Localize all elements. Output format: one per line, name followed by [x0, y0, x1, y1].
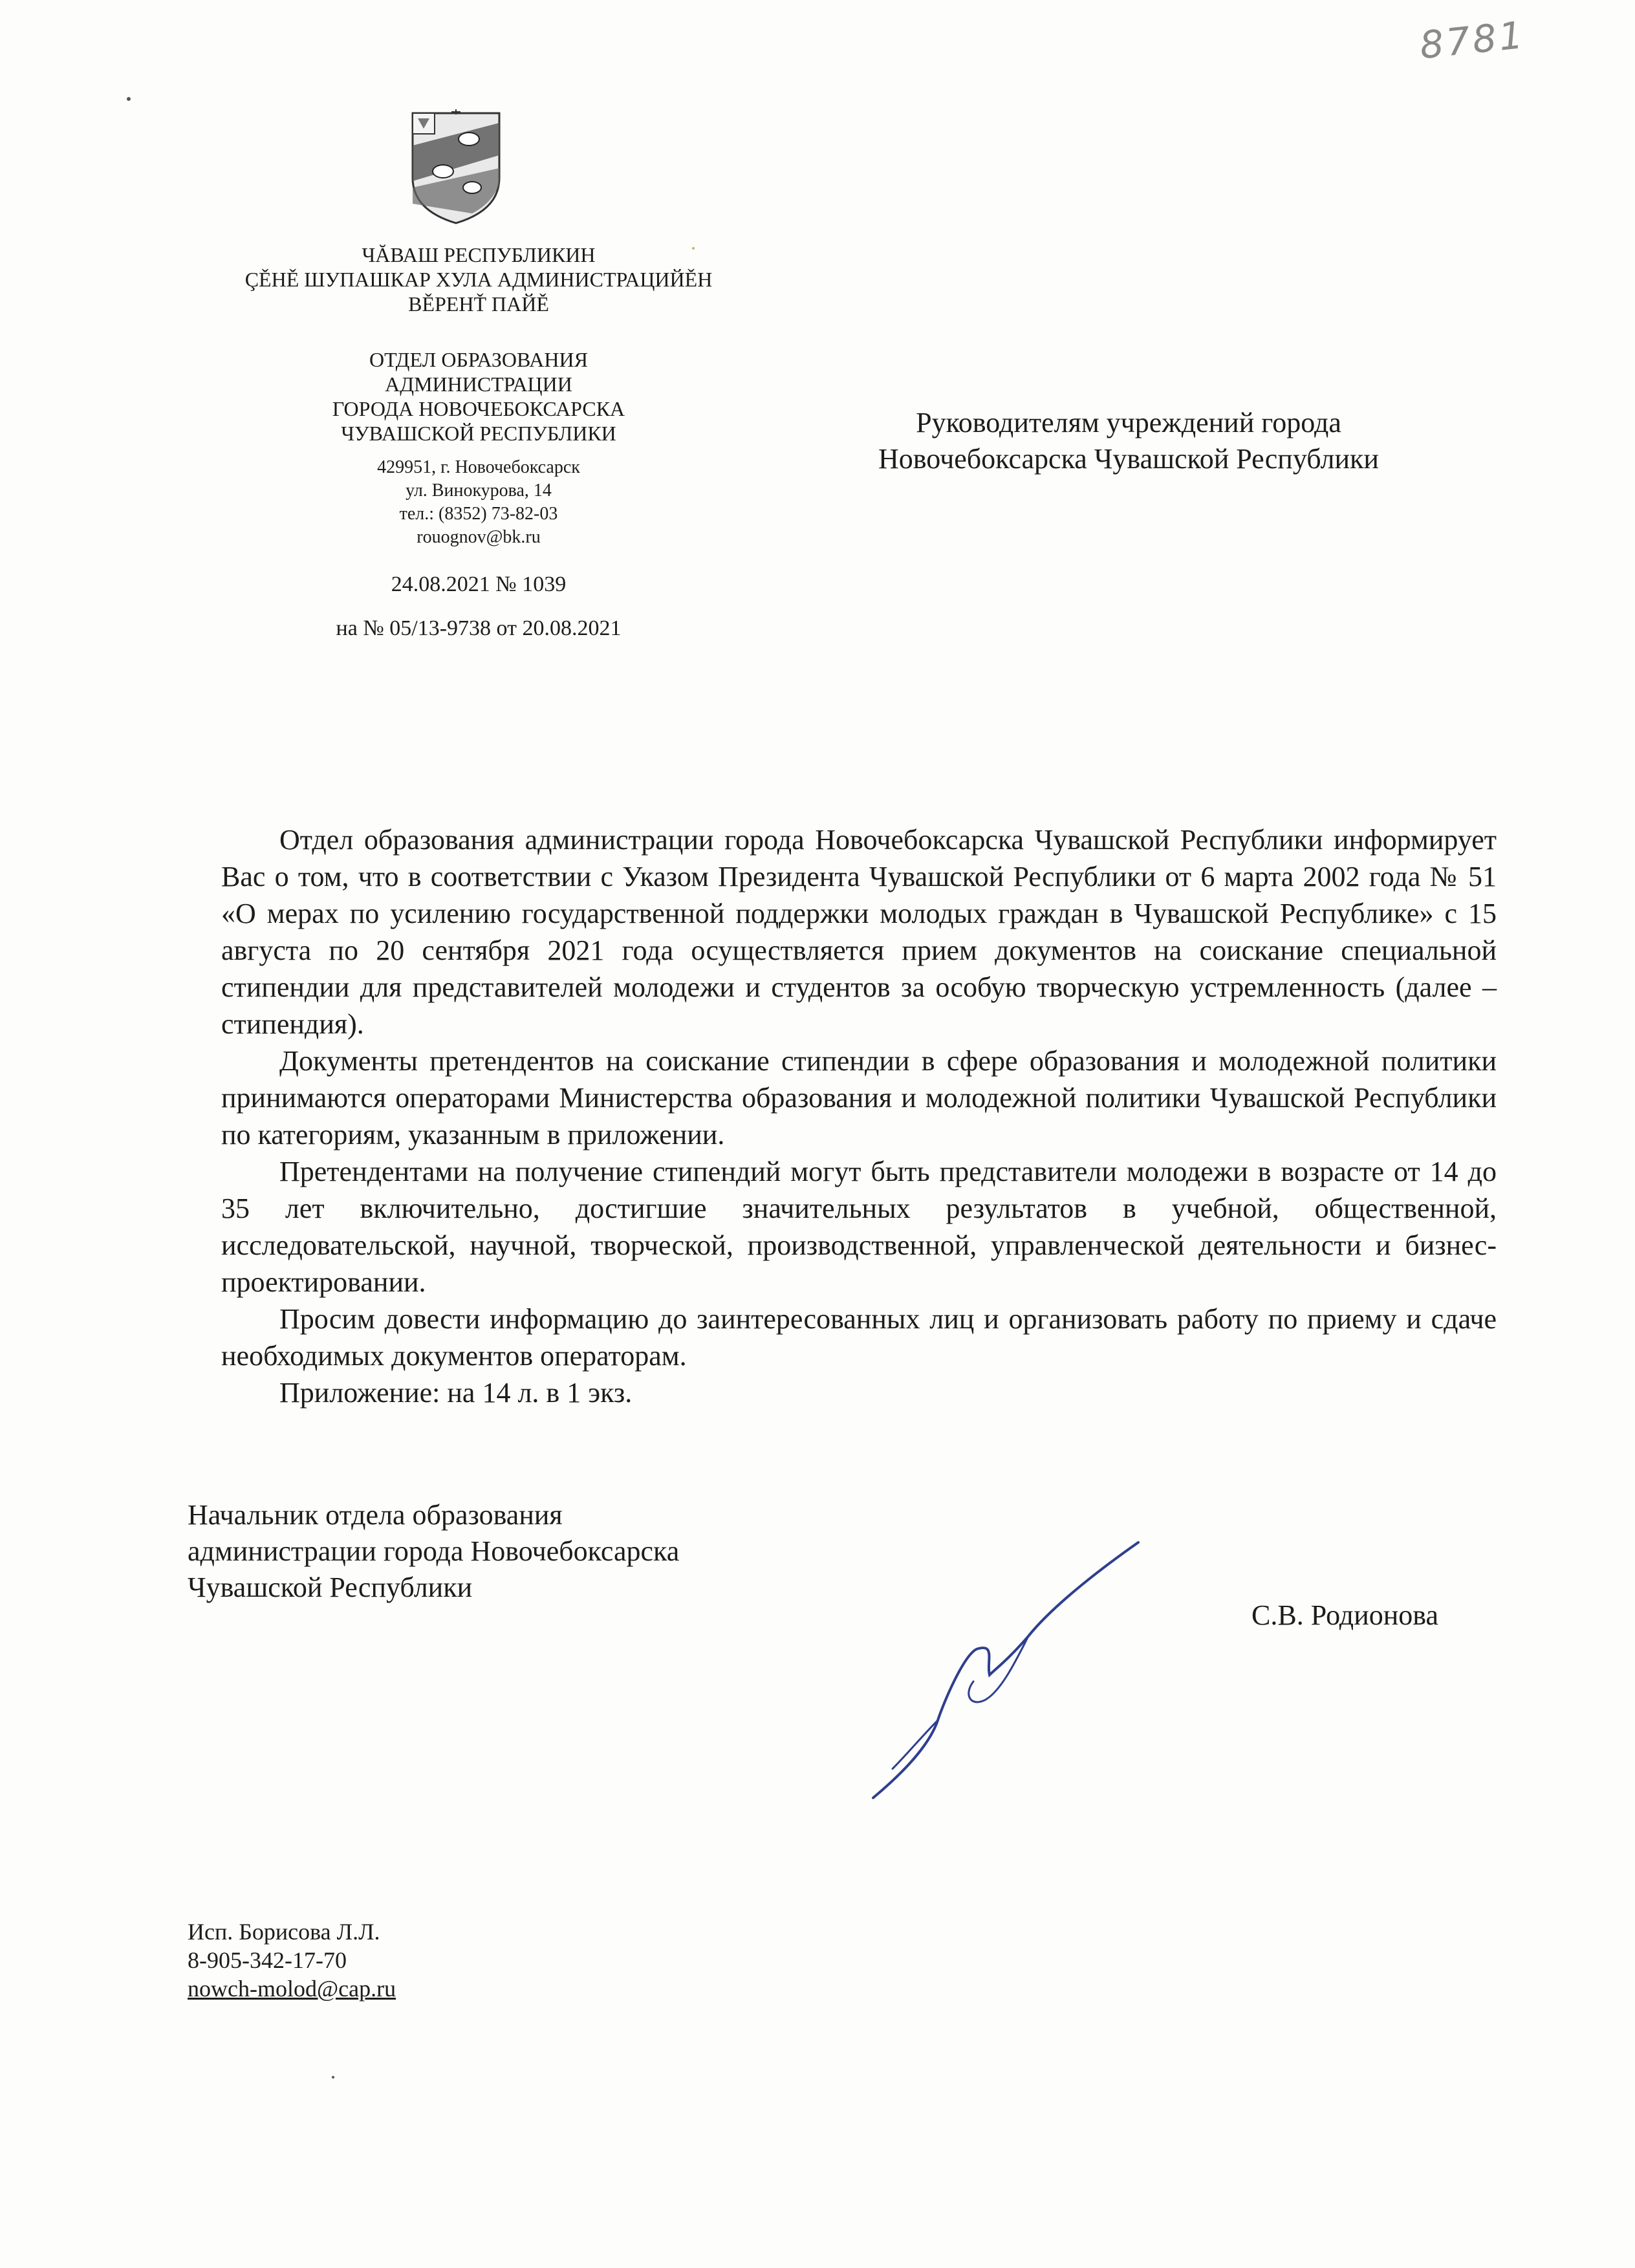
document-date-number: 24.08.2021 № 1039	[391, 572, 567, 596]
letterhead-russian-line: АДМИНИСТРАЦИИ	[385, 373, 572, 396]
letter-body	[221, 821, 1497, 1411]
letterhead-chuvash-line: ЧĂВАШ РЕСПУБЛИКИН	[362, 243, 596, 266]
letterhead-russian-line: ГОРОДА НОВОЧЕБОКСАРСКА	[332, 397, 625, 420]
executor-name: Исп. Борисова Л.Л.	[188, 1919, 380, 1945]
address-line: ул. Винокурова, 14	[406, 481, 552, 501]
coat-of-arms-emblem	[407, 107, 504, 226]
signatory-title	[188, 1497, 679, 1606]
attachment-note: Приложение: на 14 л. в 1 экз.	[279, 1377, 633, 1409]
signatory-title-line: Начальник отдела образования	[188, 1499, 563, 1531]
recipient-line: Новочебоксарска Чувашской Республики	[878, 443, 1379, 475]
signatory-name: С.В. Родионова	[1251, 1599, 1439, 1631]
signatory-title-line: Чувашской Республики	[188, 1571, 473, 1603]
letterhead-russian-line: ОТДЕЛ ОБРАЗОВАНИЯ	[369, 348, 588, 371]
handwritten-signature	[834, 1533, 1145, 1804]
executor-contact	[188, 1917, 396, 2003]
letterhead-russian-line: ЧУВАШСКОЙ РЕСПУБЛИКИ	[341, 422, 616, 445]
recipient-block	[815, 405, 1442, 477]
scan-speck	[127, 97, 131, 101]
body-paragraph: Претендентами на получение стипендий могут быть представители молодежи в возрасте от 14 до 35 лет включительно, достигшие значительных результатов в учебной, общественной, исследовательской, научной, творческой, производственной, управленческой деятельности и бизнес-проектировании.	[221, 1156, 1497, 1298]
signatory-title-line: администрации города Новочебоксарска	[188, 1535, 680, 1567]
body-paragraph: Просим довести информацию до заинтересованных лиц и организовать работу по приему и сдаче необходимых документов операторам.	[221, 1303, 1497, 1372]
executor-email-link[interactable]: nowch-molod@cap.ru	[188, 1976, 396, 2002]
letterhead	[220, 243, 737, 641]
handwritten-registration-number: 8781	[1417, 12, 1528, 68]
recipient-line: Руководителям учреждений города	[916, 407, 1341, 438]
phone-line: тел.: (8352) 73-82-03	[399, 504, 558, 524]
email-line: rouognov@bk.ru	[417, 527, 541, 547]
address-line: 429951, г. Новочебоксарск	[377, 457, 580, 477]
reference-number: на № 05/13-9738 от 20.08.2021	[336, 616, 622, 640]
executor-phone: 8-905-342-17-70	[188, 1947, 347, 1973]
body-paragraph: Отдел образования администрации города Новочебоксарска Чувашской Республики информирует Вас о том, что в соответствии с Указом Президента Чувашской Республики от 6 марта 2002 года № 51 «О мерах по усилению государственной поддержки молодых граждан в Чувашской Республике» с 15 августа по 20 сентября 2021 года осуществляется прием документов на соискание специальной стипендии для представителей молодежи и студентов за особую творческую устремленность (далее – стипендия).	[221, 824, 1497, 1040]
scan-speck	[332, 2076, 334, 2079]
letterhead-chuvash-line: ÇĚНĚ ШУПАШКАР ХУЛА АДМИНИСТРАЦИЙĚН	[244, 268, 713, 291]
body-paragraph: Документы претендентов на соискание стипендии в сфере образования и молодежной политики принимаются операторами Министерства образования и молодежной политики Чувашской Республики по категориям, указанным в приложении.	[221, 1045, 1497, 1150]
letterhead-chuvash-line: ВĚРЕНŤ ПАЙĚ	[408, 292, 549, 316]
